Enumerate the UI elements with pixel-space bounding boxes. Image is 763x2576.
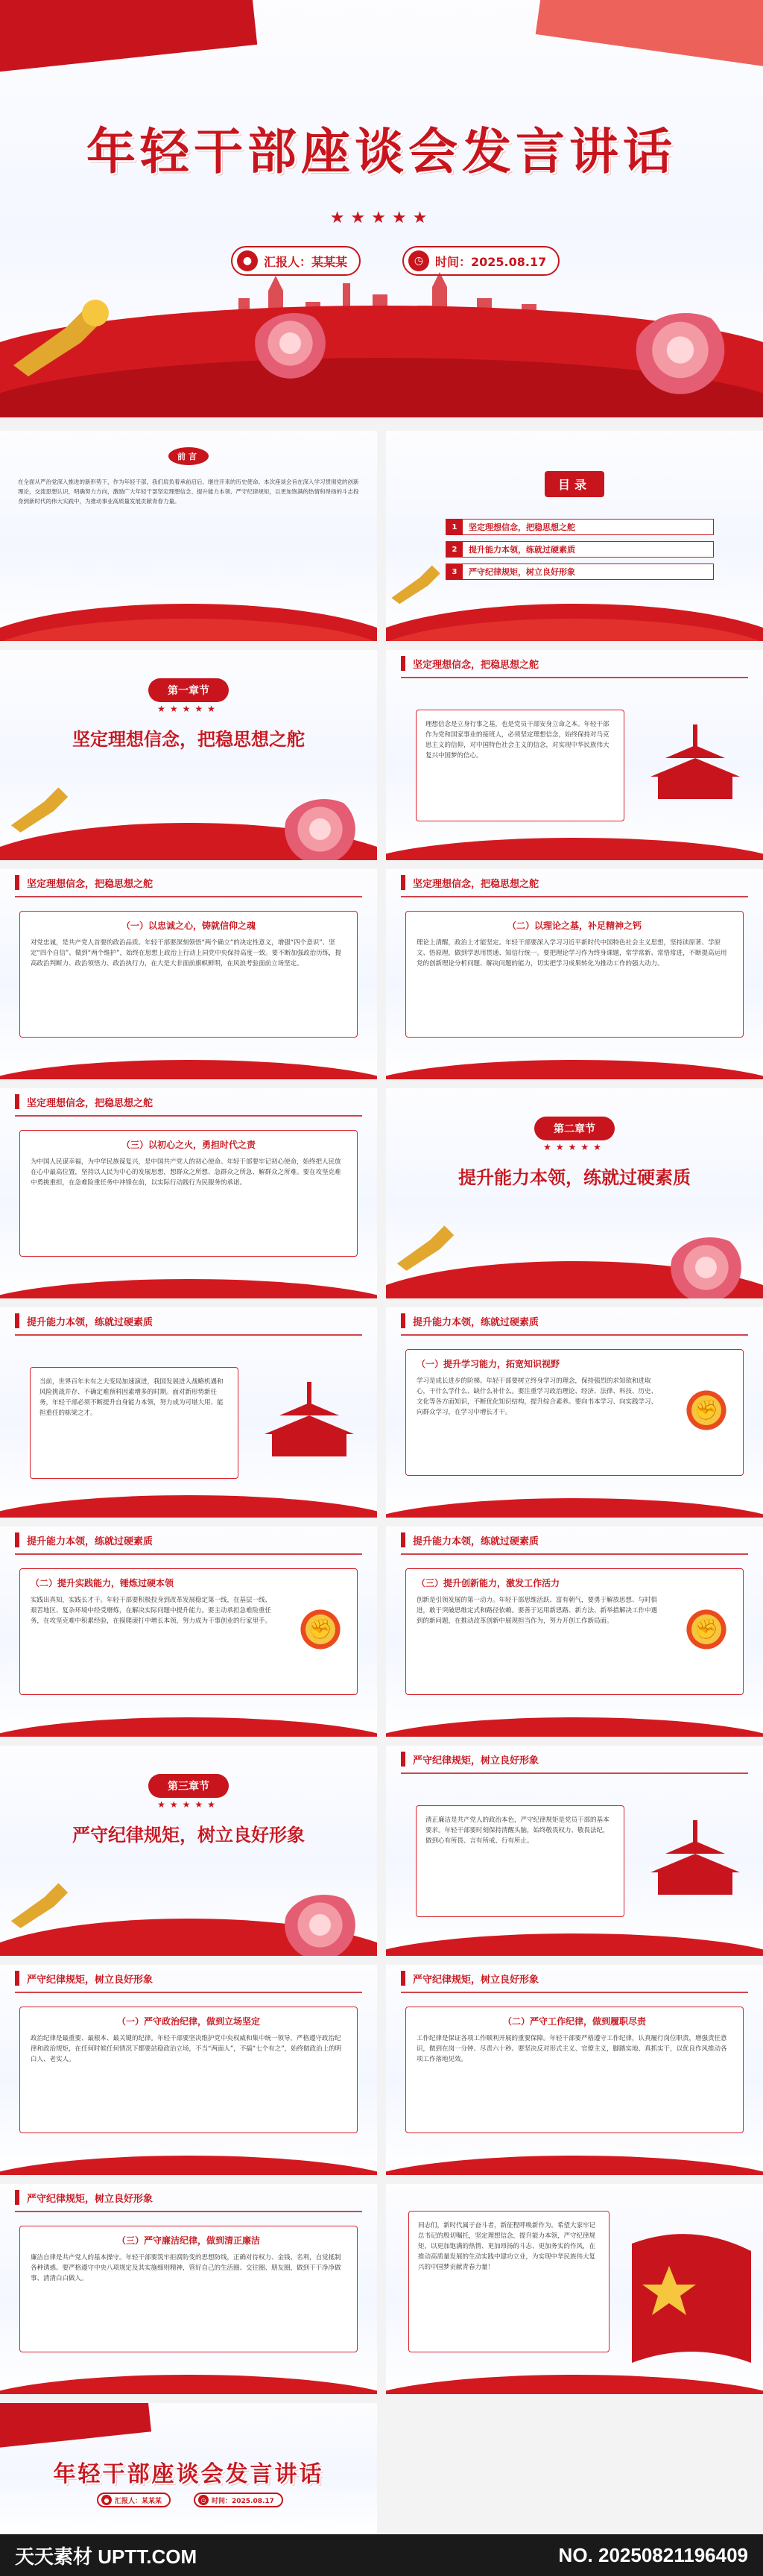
ch1-intro-slide bbox=[386, 650, 763, 860]
red-wave bbox=[0, 2375, 377, 2394]
time-pill bbox=[194, 2493, 283, 2507]
slide-header: 提升能力本领，练就过硬素质 bbox=[27, 1316, 153, 1328]
red-wave bbox=[386, 1498, 763, 1518]
stars-decoration: ★★★★★ bbox=[329, 209, 434, 227]
card-title: （三）提升创新能力，激发工作活力 bbox=[417, 1578, 560, 1588]
ribbon-decoration bbox=[0, 2403, 151, 2449]
ch1-card1-slide bbox=[0, 869, 377, 1079]
ch2-card3-slide bbox=[386, 1527, 763, 1737]
card-title: （二）提升实践能力，锤炼过硬本领 bbox=[31, 1578, 174, 1588]
content-card bbox=[19, 2226, 358, 2352]
fist-icon: ✊ bbox=[683, 1387, 729, 1433]
flower-decoration bbox=[633, 313, 738, 395]
trumpet-icon bbox=[6, 783, 73, 835]
preface-text: 在全面从严治党深入推进的新形势下，作为年轻干部，我们肩负着承前启后、继往开来的历史使命。本次座谈会旨在深入学习贯彻党的创新理论，交流思想认识，明确努力方向，激励广大年轻干部坚定理想信念、提升能力本领、严守纪律规矩，以更加饱满的热情和昂扬的斗志投身到新时代的伟大实践中，为推动事业高质量发展贡献青春力量。 bbox=[18, 479, 359, 505]
toc-slide bbox=[386, 431, 763, 641]
content-card bbox=[19, 1568, 358, 1695]
toc-num: 2 bbox=[446, 542, 463, 557]
content-card bbox=[19, 2007, 358, 2133]
card-title: （三）以初心之火，勇担时代之责 bbox=[121, 1140, 256, 1150]
card-text: 创新是引领发展的第一动力。年轻干部思维活跃、富有朝气，要勇于解放思想、与时俱进，敢于突破思维定式和路径依赖。要善于运用新思路、新方法、新举措解决工作中遇到的新问题，在推动改革创新中展现担当作为，努力开创工作新局面。 bbox=[417, 1597, 658, 1625]
trumpet-icon bbox=[6, 298, 110, 380]
card-title: （三）严守廉洁纪律，做到清正廉洁 bbox=[116, 2235, 260, 2246]
card-text: 学习是成长进步的阶梯。年轻干部要树立终身学习的理念，保持强烈的求知欲和进取心，干什么学什么、缺什么补什么。要注重学习政治理论、经济、法律、科技、历史、文化等各方面知识，不断优化知识结构，提升综合素养。要向书本学习、向实践学习、向群众学习，在学习中增长才干。 bbox=[417, 1377, 658, 1416]
preface-slide bbox=[0, 431, 377, 641]
stars-decoration: ★★★★★ bbox=[543, 1142, 606, 1152]
slide-header: 坚定理想信念，把稳思想之舵 bbox=[27, 1097, 153, 1109]
trumpet-icon bbox=[392, 1221, 459, 1273]
closing-slide bbox=[0, 2403, 377, 2534]
footer-id: NO. 20250821196409 bbox=[558, 2543, 748, 2566]
ribbon-decoration bbox=[0, 0, 257, 75]
ch1-card3-slide bbox=[0, 1088, 377, 1298]
ribbon-decoration bbox=[536, 0, 763, 69]
card-title: （一）提升学习能力，拓宽知识视野 bbox=[417, 1359, 560, 1369]
flower-decoration bbox=[253, 313, 335, 380]
conclusion-text: 同志们，新时代属于奋斗者，新征程呼唤新作为。希望大家牢记总书记的殷切嘱托，坚定理想信念，提升能力本领，严守纪律规矩，以更加饱满的热情、更加昂扬的斗志、更加务实的作风，在推动高质量发展的生动实践中建功立业，为实现中华民族伟大复兴的中国梦贡献青春力量！ bbox=[418, 2222, 596, 2271]
slide-header: 严守纪律规矩，树立良好形象 bbox=[27, 1974, 153, 1986]
card-title: （二）严守工作纪律，做到履职尽责 bbox=[502, 2016, 646, 2027]
party-flag-icon bbox=[617, 2221, 759, 2370]
stars-decoration: ★★★★★ bbox=[157, 1799, 220, 1810]
content-card bbox=[405, 2007, 744, 2133]
preface-title: 前言 bbox=[168, 447, 209, 465]
chapter-pill: 第一章节 bbox=[148, 678, 229, 702]
toc-num: 3 bbox=[446, 564, 463, 579]
red-wave bbox=[0, 1495, 377, 1518]
cover-slide bbox=[0, 0, 763, 417]
clock-icon: ◷ bbox=[198, 2495, 209, 2505]
slide-header: 提升能力本领，练就过硬素质 bbox=[413, 1535, 539, 1547]
toc-label: 严守纪律规矩，树立良好形象 bbox=[469, 567, 575, 577]
chapter-title: 坚定理想信念，把稳思想之舵 bbox=[72, 729, 305, 750]
red-wave bbox=[386, 838, 763, 860]
chapter-pill: 第二章节 bbox=[534, 1117, 615, 1140]
flower-decoration bbox=[283, 799, 365, 860]
red-wave bbox=[0, 1279, 377, 1298]
card-text: 对党忠诚，是共产党人首要的政治品质。年轻干部要深刻领悟“两个确立”的决定性意义，增强“四个意识”、坚定“四个自信”、做到“两个维护”，始终在思想上政治上行动上同党中央保持高度一致。要不断加强政治历练，提高政治判断力、政治领悟力、政治执行力，在大是大非面前旗帜鲜明，在风浪考验面前立场坚定。 bbox=[31, 939, 342, 967]
fist-icon: ✊ bbox=[297, 1606, 343, 1652]
red-wave bbox=[386, 2375, 763, 2394]
intro-text: 清正廉洁是共产党人的政治本色，严守纪律规矩是党员干部的基本要求。年轻干部要时刻保持清醒头脑，始终敬畏权力、敬畏法纪，做到心有所畏、言有所戒、行有所止。 bbox=[425, 1816, 610, 1845]
ch2-card1-slide bbox=[386, 1307, 763, 1518]
tiananmen-icon bbox=[261, 1374, 358, 1471]
toc-title: 目录 bbox=[545, 471, 604, 497]
clock-icon: ◷ bbox=[408, 250, 429, 271]
intro-text: 当前，世界百年未有之大变局加速演进，我国发展进入战略机遇和风险挑战并存、不确定难预料因素增多的时期。面对新形势新任务，年轻干部必须不断提升自身能力本领，努力成为可堪大用、能担重任的栋梁之才。 bbox=[39, 1378, 224, 1417]
slide-header: 坚定理想信念，把稳思想之舵 bbox=[413, 659, 539, 671]
tiananmen-icon bbox=[647, 717, 744, 814]
toc-item-2[interactable] bbox=[446, 541, 714, 558]
card-text: 实践出真知，实践长才干。年轻干部要积极投身到改革发展稳定第一线，在基层一线、艰苦地区、复杂环境中经受磨炼，在解决实际问题中提升能力。要主动承担急难险重任务，在攻坚克难中积累经验，在摸爬滚打中增长本领，努力成为干事创业的行家里手。 bbox=[31, 1597, 272, 1625]
red-wave bbox=[0, 2156, 377, 2175]
content-card bbox=[19, 911, 358, 1038]
card-text: 政治纪律是最重要、最根本、最关键的纪律。年轻干部要坚决维护党中央权威和集中统一领导，严格遵守政治纪律和政治规矩，在任何时候任何情况下都要站稳政治立场，不当“两面人”，不搞“七个有之”，始终做政治上的明白人、老实人。 bbox=[31, 2035, 342, 2063]
card-text: 工作纪律是保证各项工作顺利开展的重要保障。年轻干部要严格遵守工作纪律，认真履行岗位职责，增强责任意识，做到在岗一分钟、尽责六十秒。要坚决反对形式主义、官僚主义，脚踏实地、真抓实干，以优良作风推动各项工作落地见效。 bbox=[417, 2035, 727, 2063]
content-card bbox=[19, 1130, 358, 1257]
user-icon: ● bbox=[237, 250, 258, 271]
chapter3-slide bbox=[0, 1746, 377, 1956]
ch2-card2-slide bbox=[0, 1527, 377, 1737]
slide-header: 提升能力本领，练就过硬素质 bbox=[413, 1316, 539, 1328]
card-text: 理论上清醒，政治上才能坚定。年轻干部要深入学习习近平新时代中国特色社会主义思想，坚持读原著、学原文、悟原理，做到学思用贯通、知信行统一。要把理论学习作为终身课题，常学常新、常悟常进，不断提高运用党的创新理论分析问题、解决问题的能力，切实把学习成果转化为推动工作的强大动力。 bbox=[417, 939, 727, 967]
content-card bbox=[405, 911, 744, 1038]
toc-item-3[interactable] bbox=[446, 564, 714, 580]
red-wave bbox=[386, 1060, 763, 1079]
intro-text: 理想信念是立身行事之基，也是党员干部安身立命之本。年轻干部作为党和国家事业的接班人，必须坚定理想信念，始终保持对马克思主义的信仰，对中国特色社会主义的信念，对实现中华民族伟大复兴中国梦的信心。 bbox=[425, 721, 610, 760]
card-title: （一）以忠诚之心，铸就信仰之魂 bbox=[121, 921, 256, 931]
slide-header: 严守纪律规矩，树立良好形象 bbox=[413, 1755, 539, 1767]
time-label: 时间：2025.08.17 bbox=[212, 2497, 274, 2505]
fist-icon: ✊ bbox=[683, 1606, 729, 1652]
ch3-card2-slide bbox=[386, 1965, 763, 2175]
red-wave bbox=[386, 1717, 763, 1737]
card-text: 为中国人民谋幸福，为中华民族谋复兴，是中国共产党人的初心使命。年轻干部要牢记初心使命，始终把人民放在心中最高位置，坚持以人民为中心的发展思想，想群众之所想、急群众之所急、解群众之所难。要在攻坚克难中勇挑重担，在急难险重任务中冲锋在前，以实际行动践行为民服务的承诺。 bbox=[31, 1158, 341, 1187]
flower-decoration bbox=[283, 1895, 365, 1956]
user-icon: ● bbox=[101, 2495, 112, 2505]
conclusion-box bbox=[408, 2211, 610, 2352]
reporter-pill bbox=[97, 2493, 171, 2507]
chapter1-slide bbox=[0, 650, 377, 860]
red-wave bbox=[0, 1060, 377, 1079]
footer-bar bbox=[0, 2534, 763, 2576]
conclusion-slide bbox=[386, 2184, 763, 2394]
reporter-label: 汇报人：某某某 bbox=[115, 2497, 162, 2505]
chapter-title: 提升能力本领，练就过硬素质 bbox=[458, 1167, 691, 1188]
chapter2-slide bbox=[386, 1088, 763, 1298]
chapter-pill: 第三章节 bbox=[148, 1774, 229, 1798]
slide-header: 提升能力本领，练就过硬素质 bbox=[27, 1535, 153, 1547]
stars-decoration: ★★★★★ bbox=[157, 704, 220, 714]
card-text: 廉洁自律是共产党人的基本操守。年轻干部要筑牢拒腐防变的思想防线，正确对待权力、金钱、名利，自觉抵制各种诱惑。要严格遵守中央八项规定及其实施细则精神，管好自己的生活圈、交往圈、朋友圈，做到干干净净做事、清清白白做人。 bbox=[31, 2254, 341, 2282]
ch2-intro-slide bbox=[0, 1307, 377, 1518]
toc-label: 坚定理想信念，把稳思想之舵 bbox=[469, 523, 575, 532]
toc-label: 提升能力本领，练就过硬素质 bbox=[469, 545, 575, 555]
reporter-label: 汇报人：某某某 bbox=[264, 254, 348, 269]
card-title: （一）严守政治纪律，做到立场坚定 bbox=[116, 2016, 260, 2027]
slide-header: 坚定理想信念，把稳思想之舵 bbox=[27, 878, 153, 890]
intro-box bbox=[416, 710, 624, 821]
flower-decoration bbox=[669, 1237, 751, 1298]
slide-header: 坚定理想信念，把稳思想之舵 bbox=[413, 878, 539, 890]
footer-brand: 天天素材 UPTT.COM bbox=[15, 2545, 197, 2568]
intro-box bbox=[416, 1805, 624, 1917]
red-wave bbox=[386, 2156, 763, 2175]
red-wave bbox=[0, 1717, 377, 1737]
cover-title: 年轻干部座谈会发言讲话 bbox=[86, 123, 677, 180]
ch3-card1-slide bbox=[0, 1965, 377, 2175]
closing-title: 年轻干部座谈会发言讲话 bbox=[53, 2461, 324, 2487]
ch1-card2-slide bbox=[386, 869, 763, 1079]
intro-box bbox=[30, 1367, 238, 1479]
content-card bbox=[405, 1568, 744, 1695]
slide-header: 严守纪律规矩，树立良好形象 bbox=[27, 2193, 153, 2205]
toc-num: 1 bbox=[446, 520, 463, 534]
ch3-intro-slide bbox=[386, 1746, 763, 1956]
toc-item-1[interactable] bbox=[446, 519, 714, 535]
card-title: （二）以理论之基，补足精神之钙 bbox=[507, 921, 642, 931]
trumpet-icon bbox=[386, 561, 446, 606]
ch3-card3-slide bbox=[0, 2184, 377, 2394]
time-label: 时间：2025.08.17 bbox=[435, 254, 547, 269]
chapter-title: 严守纪律规矩，树立良好形象 bbox=[72, 1825, 305, 1846]
tiananmen-icon bbox=[647, 1813, 744, 1910]
content-card bbox=[405, 1349, 744, 1476]
trumpet-icon bbox=[6, 1878, 73, 1931]
slide-header: 严守纪律规矩，树立良好形象 bbox=[413, 1974, 539, 1986]
red-wave bbox=[386, 1933, 763, 1956]
